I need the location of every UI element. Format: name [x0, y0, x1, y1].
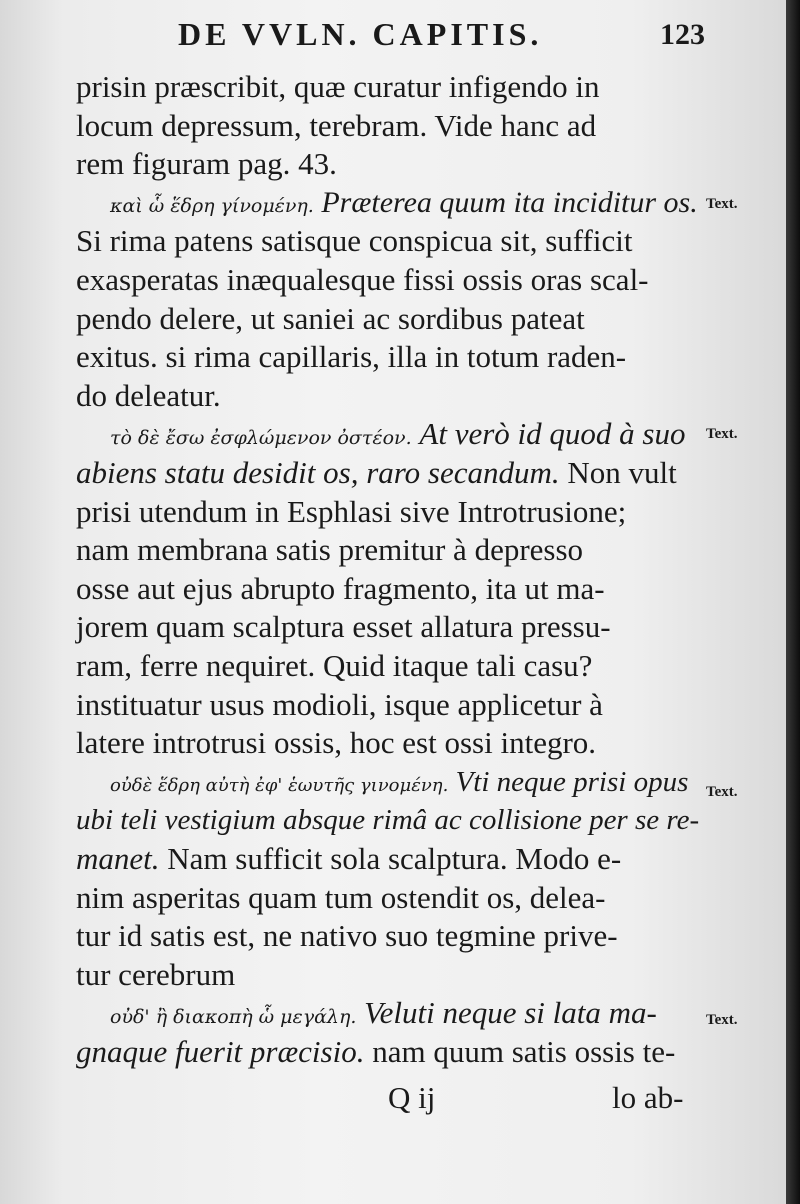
italic-translation: At verò id quod à suo — [411, 416, 686, 451]
text-line — [76, 222, 632, 260]
text-line — [76, 107, 596, 145]
roman-text: pendo delere, ut saniei ac sordibus pateat — [76, 301, 585, 336]
text-line — [76, 724, 596, 762]
text-line — [76, 1033, 675, 1071]
roman-text: nam membrana satis premitur à depresso — [76, 532, 584, 567]
text-line — [110, 994, 657, 1036]
text-line — [76, 493, 626, 531]
text-line — [76, 917, 618, 955]
text-line — [76, 840, 621, 878]
text-line — [76, 338, 626, 376]
text-line — [76, 68, 599, 106]
greek-lemma: οὐδὲ ἕδρη αὐτὴ ἐφ' ἑωυτῆς γινομένη. — [110, 775, 449, 796]
catchword: lo ab- — [612, 1080, 684, 1115]
italic-translation: ubi teli vestigium absque rimâ ac collisione per se re- — [76, 804, 700, 836]
italic-translation: gnaque fuerit præcisio. — [76, 1034, 365, 1069]
text-line — [76, 647, 592, 685]
text-line — [76, 686, 603, 724]
roman-text: ram, ferre nequiret. Quid itaque tali casu? — [76, 648, 593, 683]
roman-text: tur cerebrum — [76, 957, 236, 992]
margin-note: Text. — [706, 426, 738, 442]
running-title: DE VVLN. CAPITIS. — [178, 16, 543, 52]
greek-lemma: τὸ δὲ ἔσω ἐσφλώμενον ὀστέον. — [110, 427, 412, 449]
text-line — [76, 879, 605, 917]
text-line — [76, 570, 605, 608]
text-line — [76, 801, 699, 839]
roman-text: exasperatas inæqualesque fissi ossis oras scal- — [76, 262, 649, 297]
roman-text: jorem quam scalptura esset allatura pressu- — [76, 609, 611, 644]
text-line — [76, 608, 611, 646]
roman-text: locum depressum, terebram. Vide hanc ad — [76, 108, 597, 143]
greek-lemma: οὐδ' ἢ διακοπὴ ὧ μεγάλη. — [110, 1006, 357, 1028]
roman-text: exitus. si rima capillaris, illa in totum raden- — [76, 339, 627, 374]
text-line — [110, 763, 688, 805]
roman-text: do deleatur. — [76, 378, 221, 413]
text-line — [76, 300, 585, 338]
roman-text: Si rima patens satisque conspicua sit, sufficit — [76, 223, 633, 258]
page-header — [0, 14, 790, 58]
text-line — [76, 454, 677, 492]
italic-translation: manet. — [76, 841, 160, 876]
page-edge-shadow — [786, 0, 800, 1204]
margin-note: Text. — [706, 1012, 738, 1028]
margin-note: Text. — [706, 196, 738, 212]
signature-mark: Q ij — [388, 1080, 436, 1115]
italic-translation: abiens statu desidit os, raro secandum. — [76, 455, 560, 490]
roman-text: latere introtrusi ossis, hoc est ossi integro. — [76, 725, 597, 760]
margin-note: Text. — [706, 784, 738, 800]
roman-text: nam quum satis ossis te- — [364, 1034, 676, 1069]
text-line — [76, 145, 337, 183]
roman-text: prisin præscribit, quæ curatur infigendo in — [76, 69, 600, 104]
text-line — [76, 261, 649, 299]
italic-translation: Præterea quum ita inciditur os. — [313, 186, 698, 219]
italic-translation: Vti neque prisi opus — [448, 766, 689, 798]
roman-text: rem figuram pag. 43. — [76, 146, 337, 181]
text-line — [76, 956, 235, 994]
text-line — [76, 531, 583, 569]
text-line — [76, 377, 221, 415]
italic-translation: Veluti neque si lata ma- — [356, 995, 657, 1030]
roman-text: Non vult — [559, 455, 677, 490]
roman-text: prisi utendum in Esphlasi sive Introtrusione; — [76, 494, 627, 529]
roman-text: tur id satis est, ne nativo suo tegmine prive- — [76, 918, 618, 953]
text-line — [110, 184, 698, 225]
roman-text: osse aut ejus abrupto fragmento, ita ut ma- — [76, 571, 605, 606]
roman-text: instituatur usus modioli, isque applicetur à — [76, 687, 603, 722]
text-line — [110, 415, 685, 457]
roman-text: nim asperitas quam tum ostendit os, delea- — [76, 880, 606, 915]
page-number: 123 — [660, 18, 705, 51]
greek-lemma: καὶ ὧ ἕδρη γίνομένη. — [110, 195, 314, 217]
roman-text: Nam sufficit sola scalptura. Modo e- — [159, 841, 622, 876]
